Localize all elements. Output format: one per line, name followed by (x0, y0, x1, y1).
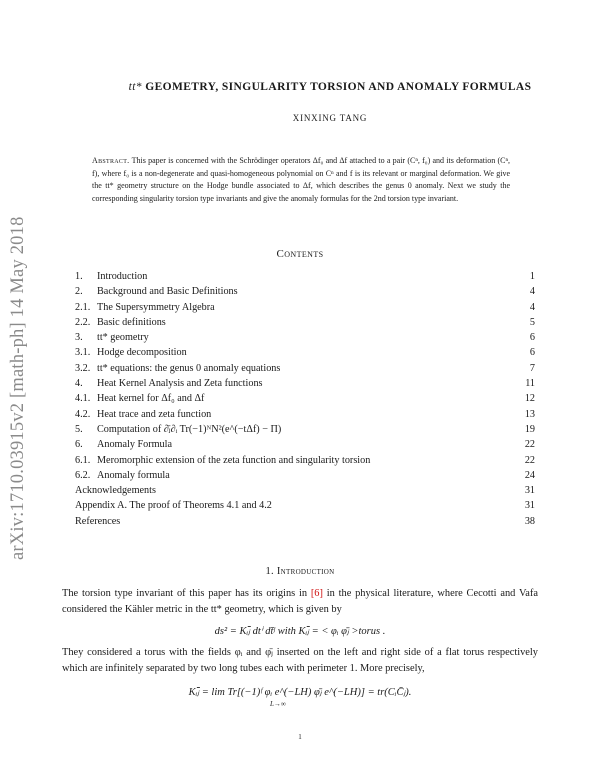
toc-number: 4.2. (75, 408, 91, 420)
toc-title: tt* geometry (97, 332, 149, 344)
toc-entry[interactable] (75, 391, 535, 406)
toc-number: 4. (75, 378, 83, 390)
toc-page: 24 (524, 469, 535, 481)
toc-entry[interactable] (75, 315, 535, 330)
toc-number: 5. (75, 423, 83, 435)
toc-entry[interactable] (75, 468, 535, 483)
citation-link[interactable]: [6] (310, 588, 323, 599)
title-text: GEOMETRY, SINGULARITY TORSION AND ANOMALY FORMULAS (145, 81, 532, 93)
toc-title: Basic definitions (97, 316, 166, 328)
toc-page: 4 (529, 301, 535, 313)
toc-number: 3.2. (75, 362, 91, 374)
toc-entry[interactable] (75, 345, 535, 360)
toc-page: 6 (529, 332, 535, 344)
toc-number: 1. (75, 271, 83, 282)
toc-entry[interactable] (75, 422, 535, 437)
abstract-text: This paper is concerned with the Schrödinger operators Δf₀ and Δf attached to a pair (Cⁿ, f₀) and its deformation (Cⁿ, f), where f₀ is a non-degenerate and quasi-homogeneous polynomial on Cⁿ and f is its relevant or marginal deformation. We give the tt* geometry structure on the Hodge bundle associated to Δf, which describes the genus 0 anomaly. Next we study the corresponding singularity torsion type invariants and give the anomaly formulas for the 2nd torsion type invariant. (92, 156, 511, 203)
toc-title: Anomaly formula (97, 469, 170, 481)
toc-title: Computation of ∂̄ⱼ∂ᵢ Tr(−1)ᴺN²(e^(−tΔf) − Π) (97, 423, 282, 435)
toc-page: 31 (524, 485, 535, 497)
toc-title: Heat Kernel Analysis and Zeta functions (97, 378, 263, 390)
toc-title: Hodge decomposition (97, 347, 187, 359)
toc-title: Heat trace and zeta function (97, 408, 212, 420)
toc-page: 5 (529, 316, 535, 328)
toc-number: 2. (75, 286, 83, 298)
page-number: 1 (298, 733, 302, 741)
toc-page: 19 (524, 423, 535, 435)
toc-entry[interactable] (75, 376, 535, 391)
section-heading: 1. Introduction (265, 566, 335, 577)
arxiv-identifier: arXiv:1710.03915v2 [math-ph] 14 May 2018 (8, 216, 28, 560)
toc-page: 4 (529, 286, 535, 298)
table-of-contents (75, 269, 535, 529)
toc-number: 3.1. (75, 347, 91, 359)
toc-title: The Supersymmetry Algebra (97, 301, 215, 313)
toc-entry[interactable] (75, 453, 535, 468)
toc-number: 2.1. (75, 301, 91, 313)
contents-heading: Contents (276, 248, 324, 260)
toc-page: 1 (529, 271, 535, 282)
toc-entry[interactable] (75, 483, 535, 498)
toc-page: 7 (529, 362, 535, 374)
toc-entry[interactable] (75, 300, 535, 315)
toc-title: Anomaly Formula (97, 439, 172, 451)
toc-number: 6.2. (75, 469, 91, 481)
toc-entry[interactable] (75, 407, 535, 422)
toc-title: References (75, 515, 121, 527)
toc-page: 12 (524, 393, 535, 405)
toc-entry[interactable] (75, 269, 535, 284)
toc-entry[interactable] (75, 437, 535, 452)
paragraph (62, 586, 538, 617)
toc-title: Heat kernel for Δf₀ and Δf (97, 393, 205, 405)
toc-number: 6. (75, 439, 83, 451)
toc-page: 13 (524, 408, 535, 420)
toc-page: 11 (525, 378, 535, 390)
toc-title: Introduction (97, 271, 148, 282)
toc-page: 22 (524, 454, 535, 466)
toc-entry[interactable] (75, 284, 535, 299)
abstract-label: Abstract. (92, 156, 130, 165)
toc-entry[interactable] (75, 361, 535, 376)
toc-title: Acknowledgements (75, 485, 156, 497)
abstract (92, 155, 510, 205)
title-prefix: tt* (128, 81, 142, 93)
toc-page: 31 (524, 500, 535, 512)
toc-number: 2.2. (75, 316, 91, 328)
equation: ds² = Kᵢⱼ̄ dtⁱ dt̄ʲ with Kᵢⱼ̄ = < φᵢ φ̄ⱼ >torus . (214, 626, 386, 637)
toc-page: 22 (524, 439, 535, 451)
toc-entry[interactable] (75, 330, 535, 345)
toc-title: Meromorphic extension of the zeta function and singularity torsion (97, 454, 371, 466)
paper-title (70, 81, 590, 93)
toc-page: 6 (529, 347, 535, 359)
toc-page: 38 (524, 515, 535, 527)
toc-title: tt* equations: the genus 0 anomaly equations (97, 362, 281, 374)
toc-title: Appendix A. The proof of Theorems 4.1 and 4.2 (75, 500, 272, 512)
paragraph: They considered a torus with the fields φᵢ and φ̄ⱼ inserted on the left and right side of a flat torus respectively which are infinitely separated by two long tubes each with perimeter 1. More precisely, (62, 647, 538, 674)
toc-number: 4.1. (75, 393, 91, 405)
paragraph-text: The torsion type invariant of this paper has its origins in (62, 588, 311, 599)
toc-entry[interactable] (75, 514, 535, 529)
equation: Kᵢⱼ̄ = lim Tr[(−1)ᶠ φᵢ e^(−LH) φ̄ⱼ e^(−LH)] = tr(CᵢC̄ⱼ). (188, 687, 412, 698)
toc-number: 6.1. (75, 454, 91, 466)
author: XINXING TANG (292, 113, 368, 123)
toc-number: 3. (75, 332, 83, 344)
paragraph-text: in the physical literature, where Cecotti and Vafa considered the Kähler metric in the tt* geometry, which is given by (62, 588, 538, 615)
toc-title: Background and Basic Definitions (97, 286, 238, 298)
equation-limit-subscript: L→∞ (270, 700, 286, 708)
toc-entry[interactable] (75, 498, 535, 513)
